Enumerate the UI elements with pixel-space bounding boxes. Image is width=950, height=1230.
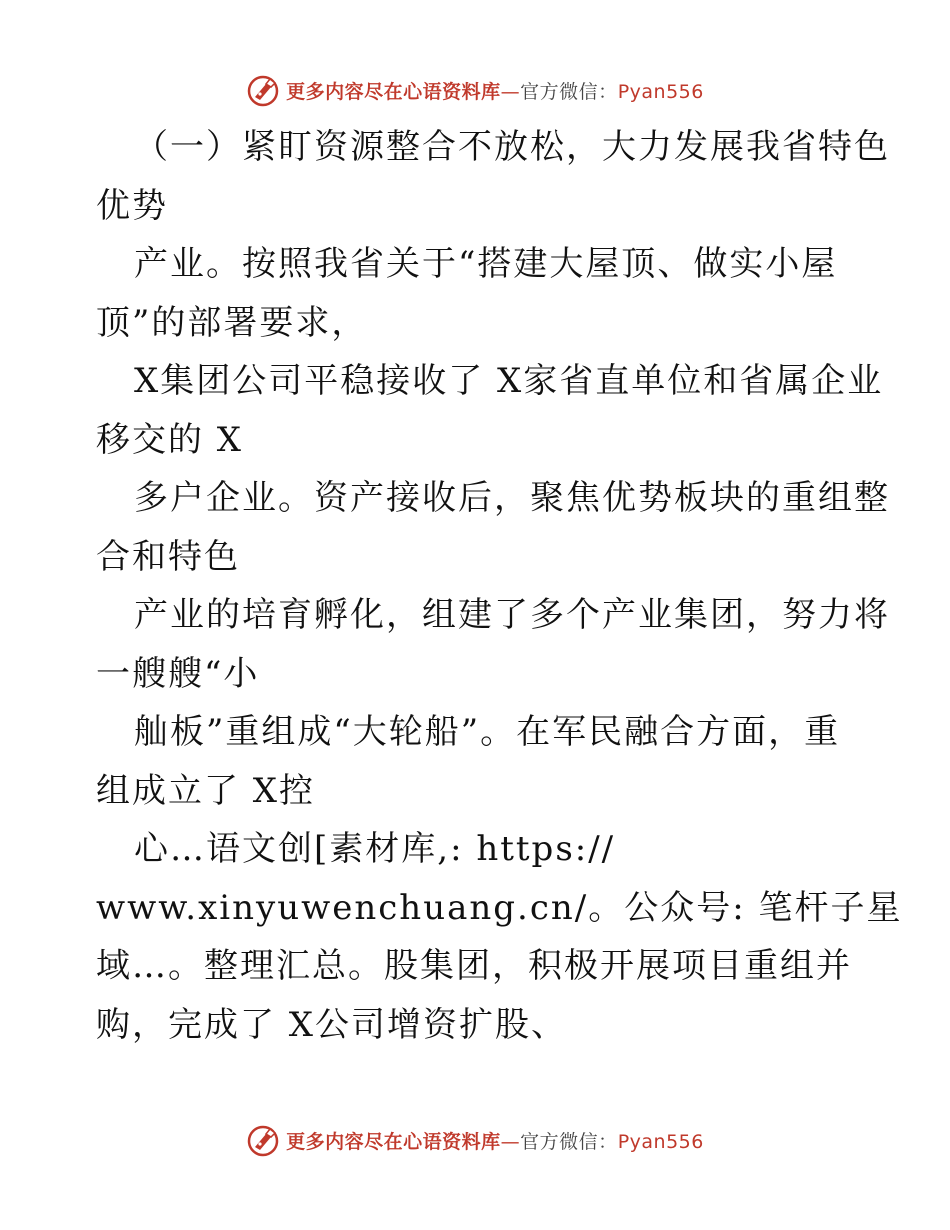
body-line: 心…语文创[素材库,: https:// (134, 829, 616, 869)
body-line: （一）紧盯资源整合不放松，大力发展我省特色 (134, 127, 890, 167)
body-line: 合和特色 (96, 536, 240, 577)
footer-banner (0, 1120, 950, 1160)
body-line: 产业。按照我省关于“搭建大屋顶、做实小屋 (134, 244, 838, 284)
body-line: 组成立了 X控 (96, 770, 316, 811)
pen-nib-logo-icon (246, 73, 280, 107)
body-line: 购，完成了 X公司增资扩股、 (96, 1004, 568, 1045)
body-line: 优势 (96, 185, 168, 226)
header-banner-text (286, 77, 704, 104)
wechat-label: 官方微信： (520, 1130, 618, 1153)
wechat-id: Pyan556 (617, 80, 704, 103)
banner-dash: — (500, 1130, 521, 1153)
brand-text: 更多内容尽在心语资料库 (286, 80, 501, 103)
body-line: www.xinyuwenchuang.cn/。公众号: 笔杆子星 (96, 887, 903, 928)
body-line: X集团公司平稳接收了 X家省直单位和省属企业 (134, 361, 884, 401)
wechat-label: 官方微信： (520, 80, 618, 103)
body-line: 舢板”重组成“大轮船”。在军民融合方面，重 (134, 712, 841, 752)
brand-text: 更多内容尽在心语资料库 (286, 1130, 501, 1153)
footer-banner-text (286, 1127, 704, 1154)
banner-dash: — (500, 80, 521, 103)
body-line: 域…。整理汇总。股集团，积极开展项目重组并 (96, 946, 852, 986)
body-line: 产业的培育孵化，组建了多个产业集团，努力将 (134, 595, 890, 635)
header-banner (0, 70, 950, 110)
document-body (96, 118, 903, 1054)
body-line: 一艘艘“小 (96, 653, 260, 694)
body-line: 多户企业。资产接收后，聚焦优势板块的重组整 (134, 478, 890, 518)
body-line: 顶”的部署要求， (96, 302, 368, 343)
wechat-id: Pyan556 (617, 1130, 704, 1153)
pen-nib-logo-icon (246, 1123, 280, 1157)
body-line: 移交的 X (96, 419, 244, 460)
